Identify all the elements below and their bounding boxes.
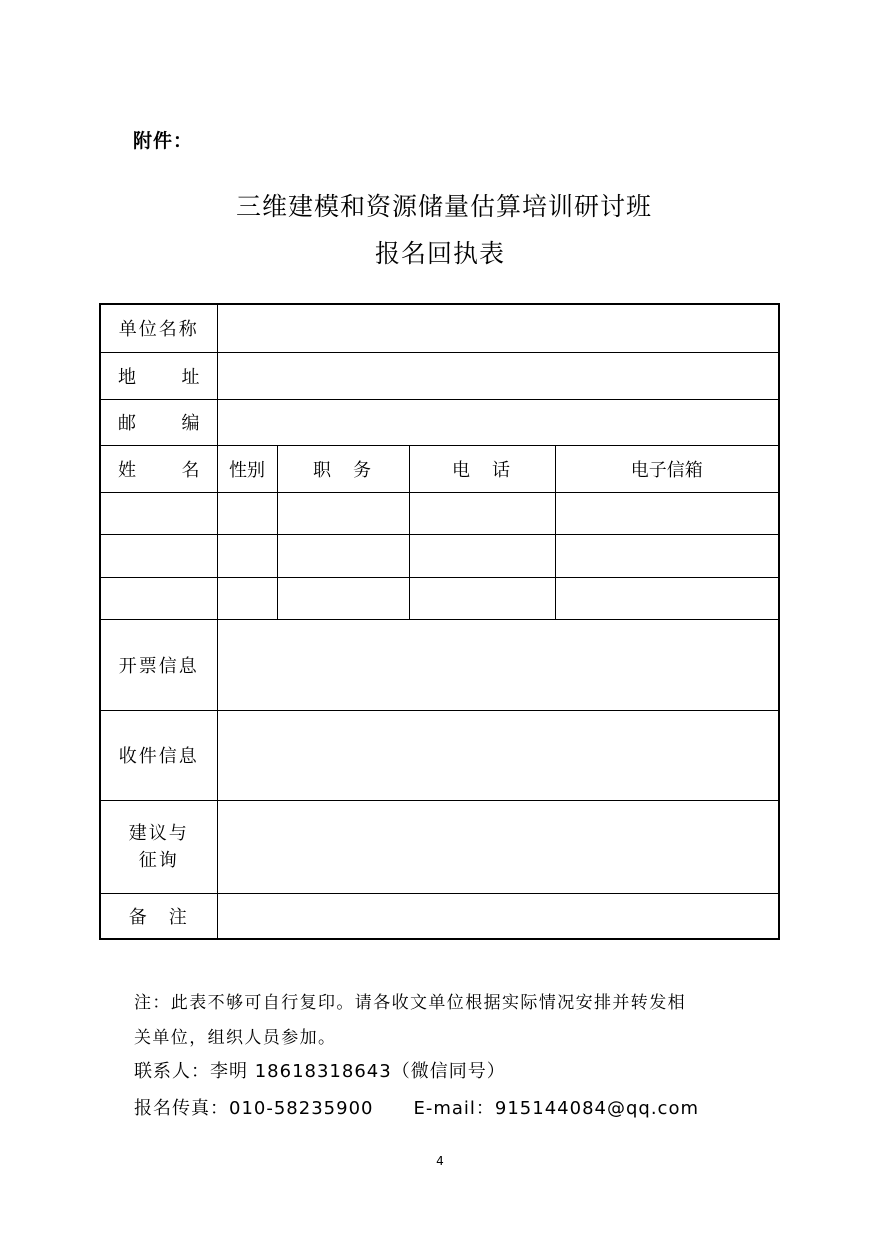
gender-column-header: 性别 [217,445,277,492]
address-field[interactable] [217,352,779,399]
address-label-char-2: 址 [181,366,200,388]
mailing-label: 收件信息 [100,710,217,800]
attendee-name-cell[interactable] [100,577,217,619]
attendee-name-cell[interactable] [100,492,217,534]
attendee-email-cell[interactable] [555,492,779,534]
attendee-gender-cell[interactable] [217,577,277,619]
postcode-label-char-2: 编 [181,413,200,434]
attendee-name-cell[interactable] [100,534,217,577]
attendee-email-cell[interactable] [555,534,779,577]
unit-name-label: 单位名称 [100,304,217,352]
postcode-label [100,399,217,445]
attendee-row [100,534,779,577]
email-column-header: 电子信箱 [555,445,779,492]
attachment-label: 附件： [133,130,194,152]
phone-column-header: 电 话 [409,445,555,492]
invoice-label: 开票信息 [100,619,217,710]
attendee-phone-cell[interactable] [409,492,555,534]
suggestion-label-line-2: 征询 [138,849,179,871]
postcode-field[interactable] [217,399,779,445]
attendee-header-row [100,445,779,492]
postcode-label-char-1: 邮 [118,413,136,434]
name-column-header [100,445,217,492]
mailing-field[interactable] [217,710,779,800]
suggestion-label-line-1: 建议与 [128,822,189,844]
page-number: 4 [436,1154,444,1168]
attendee-position-cell[interactable] [277,534,409,577]
address-label-char-1: 地 [118,366,136,388]
suggestion-field[interactable] [217,800,779,893]
postcode-row [100,399,779,445]
attendee-position-cell[interactable] [277,577,409,619]
position-column-header: 职 务 [277,445,409,492]
registration-table [99,303,780,940]
attendee-row [100,492,779,534]
name-header-char-2: 名 [181,459,200,481]
fax-email-line [134,1094,699,1120]
note-line-1: 注：此表不够可自行复印。请各收文单位根据实际情况安排并转发相 [134,993,686,1013]
unit-name-row [100,304,779,352]
contact-line: 联系人：李明 18618318643（微信同号） [134,1061,506,1082]
email-address: E-mail：915144084@qq.com [413,1098,699,1119]
attendee-position-cell[interactable] [277,492,409,534]
attendee-phone-cell[interactable] [409,577,555,619]
unit-name-field[interactable] [217,304,779,352]
form-title: 三维建模和资源储量估算培训研讨班 [235,192,652,221]
address-label [100,352,217,399]
form-subtitle: 报名回执表 [374,239,505,268]
remarks-row [100,893,779,939]
address-row [100,352,779,399]
remarks-label: 备 注 [100,893,217,939]
suggestion-row [100,800,779,893]
attendee-gender-cell[interactable] [217,492,277,534]
remarks-field[interactable] [217,893,779,939]
attendee-row [100,577,779,619]
attendee-email-cell[interactable] [555,577,779,619]
attendee-gender-cell[interactable] [217,534,277,577]
invoice-field[interactable] [217,619,779,710]
invoice-row [100,619,779,710]
fax-number: 报名传真：010-58235900 [134,1098,374,1119]
note-line-2: 关单位，组织人员参加。 [134,1028,337,1048]
name-header-char-1: 姓 [118,459,136,481]
suggestion-label [100,800,217,893]
mailing-row [100,710,779,800]
attendee-phone-cell[interactable] [409,534,555,577]
